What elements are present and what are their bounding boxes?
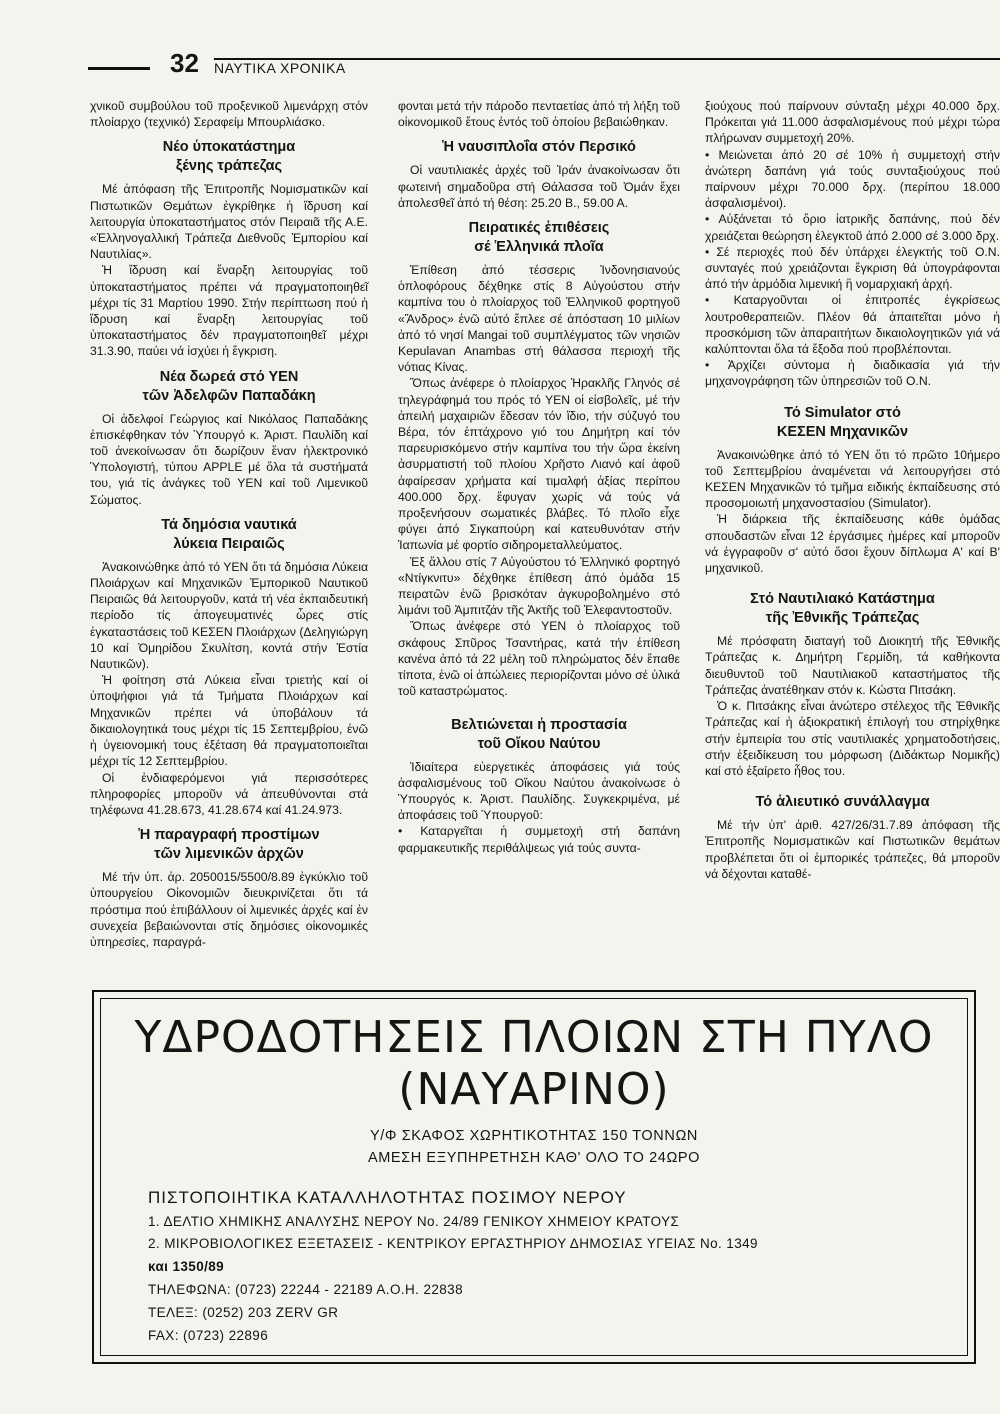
paragraph: Ἐπίθεση ἀπό τέσσερις Ἰνδονησιανούς ὁπλοφόρους δέχθηκε στίς 8 Αὐγούστου στήν καμπίνα του ὁ πλοίαρχος τοῦ Ἑλληνικοῦ φορτηγοῦ «Ἄνδρος» ἐνῶ αὐτό ἔπλεε σέ ἀπόσταση 10 μιλίων ἀπό τό νησί Mangai τοῦ συμπλέγματος τῶν νησιῶν Kepulavan Anambas στή θάλασσα περιοχή τῆς νότιας Κίνας.	[398, 263, 680, 375]
paragraph: ξιούχους πού παίρνουν σύνταξη μέχρι 40.000 δρχ. Πρόκειται γιά 11.000 ἀσφαλισμένους πού μέχρι τώρα πλήρωναν συμμετοχή 20%.	[705, 99, 1000, 146]
headline-persian-gulf: Ἡ ναυσιπλοΐα στόν Περσικό	[442, 139, 636, 156]
paragraph: Ἐξ ἄλλου στίς 7 Αὐγούστου τό Ἑλληνικό φορτηγό «Ντίγκνιτυ» δέχθηκε ἐπίθεση ἀπό ὁμάδα 15 πειρατῶν ἐνῶ βρισκόταν ἀγκυροβολημένο στό λιμάνι τοῦ Ἀμπιτζάν τῆς Ἀκτῆς τοῦ Ἐλεφαντοστοῦν.	[398, 554, 680, 618]
headline-nautical-schools: Τά δημόσια ναυτικά λύκεια Πειραιῶς	[161, 516, 297, 552]
advertisement-title: ΥΔΡΟΔΟΤΗΣΕΙΣ ΠΛΟΙΩΝ ΣΤΗ ΠΥΛΟ (ΝΑΥΑΡΙΝΟ)	[134, 1012, 934, 1115]
headline-simulator: Τό Simulator στό ΚΕΣΕΝ Μηχανικῶν	[776, 404, 909, 440]
column-3	[705, 98, 1000, 978]
advertisement-item: 1. ΔΕΛΤΙΟ ΧΗΜΙΚΗΣ ΑΝΑΛΥΣΗΣ ΝΕΡΟΥ No. 24/89 ΓΕΝΙΚΟΥ ΧΗΜΕΙΟΥ ΚΡΑΤΟΥΣ	[148, 1214, 680, 1229]
paragraph: Μέ ἀπόφαση τῆς Ἐπιτροπῆς Νομισματικῶν καί Πιστωτικῶν Θεμάτων ἐγκρίθηκε ἡ ἵδρυση καί λειτουργία ὑποκαταστήματος στόν Πειραιᾶ τῆς Α.Ε. «Ἑλληνογαλλική Τράπεζα Διεθνοῦς Ἐμπορίου καί Ναυτιλίας».	[90, 182, 368, 262]
advertisement-item: 2. ΜΙΚΡΟΒΙΟΛΟΓΙΚΕΣ ΕΞΕΤΑΣΕΙΣ - ΚΕΝΤΡΙΚΟΥ ΕΡΓΑΣΤΗΡΙΟΥ ΔΗΜΟΣΙΑΣ ΥΓΕΙΑΣ No. 1349	[148, 1236, 758, 1251]
paragraph: Οἱ ναυτιλιακές ἀρχές τοῦ Ἰράν ἀνακοίνωσαν ὅτι φωτεινή σημαδοῦρα στή Θάλασσα τοῦ Ὀμάν ἔχει ἀπολεσθεῖ ἀπό τή θέση: 25.20 Β., 59.00 Α.	[398, 163, 680, 210]
paragraph: Μέ τήν ὑπ. ἀρ. 2050015/5500/8.89 ἐγκύκλιο τοῦ ὑπουργείου Οἰκονομιῶν διευκρινίζεται ὅτι τά πρόστιμα πού ἐπιβάλλουν οἱ λιμενικές ἀρχές καί ἐν συνεχεία βεβαιώνονται στίς δημόσιες οἰκονομικές ὑπηρεσίες, παραγρά-	[90, 870, 368, 949]
headline-piracy: Πειρατικές ἐπιθέσεις σέ Ἑλληνικά πλοῖα	[468, 220, 610, 256]
advertisement-fax: FAX: (0723) 22896	[148, 1328, 269, 1343]
paragraph: Ἡ διάρκεια τῆς ἐκπαίδευσης κάθε ὁμάδας σπουδαστῶν εἶναι 12 ἐργάσιμες ἡμέρες καί μποροῦν νά ἐγγραφοῦν σ' αὐτό ὅσοι ἔχουν δίπλωμα Α' καί Β' μηχανικοῦ.	[705, 512, 1000, 576]
advertisement-item-continued: και 1350/89	[148, 1259, 225, 1274]
list-item: • Μειώνεται ἀπό 20 σέ 10% ἡ συμμετοχή στήν ἀνώτερη δαπάνη γιά τούς συνταξιούχους πού παίρνουν μέχρι 70.000 δρχ. (περίπου 18.000 ἀσφαλισμένοι).	[705, 147, 1000, 212]
advertisement-subtitle-capacity: Υ/Φ ΣΚΑΦΟΣ ΧΩΡΗΤΙΚΟΤΗΤΑΣ 150 ΤΟΝΝΩΝ	[370, 1128, 698, 1144]
column-2	[398, 98, 680, 856]
publication-name: ΝΑΥΤΙΚΑ ΧΡΟΝΙΚΑ	[214, 60, 346, 76]
list-item: • Σέ περιοχές πού δέν ὑπάρχει ἐλεγκτής τοῦ Ο.Ν. συνταγές πού χρειάζονται ἔγκριση θά ὑπογράφονται ἀπό τήν ἁρμόδια λιμενική ἢ νομαρχιακή ἀρχή.	[705, 244, 1000, 293]
paragraph: Μέ τήν ὑπ' ἀριθ. 427/26/31.7.89 ἀπόφαση τῆς Ἐπιτροπῆς Νομισματικῶν καί Πιστωτικῶν θεμάτων προβλέπεται ὅτι οἱ ἐμπορικές τράπεζες, θά μποροῦν νά δέχονται καταθέ-	[705, 818, 1000, 881]
paragraph: φονται μετά τήν πάροδο πενταετίας ἀπό τή λήξη τοῦ οἰκονομικοῦ ἔτους ἐντός τοῦ ὁποίου βεβαιώθηκαν.	[398, 99, 680, 130]
page-number: 32	[170, 48, 199, 78]
paragraph: Ἰδιαίτερα εὐεργετικές ἀποφάσεις γιά τούς ἀσφαλισμένους τοῦ Οἴκου Ναύτου ἀνακοίνωσε ὁ Ὑπουργός κ. Ἀριστ. Παυλίδης. Συγκεκριμένα, μέ ἀποφάσεις τοῦ Ὑπουργοῦ:	[398, 759, 680, 823]
paragraph: Μέ πρόσφατη διαταγή τοῦ Διοικητή τῆς Ἐθνικῆς Τράπεζας κ. Δημήτρη Γερμίδη, τά καθήκοντα διευθυντοῦ τοῦ Ναυτιλιακοῦ καταστήματος τῆς Τράπεζας ἀνατέθηκαν στόν κ. Κώστα Πιτσάκη.	[705, 634, 1000, 697]
advertisement-phone: ΤΗΛΕΦΩΝΑ: (0723) 22244 - 22189 Α.Ο.Η. 22838	[148, 1282, 463, 1297]
headline-national-bank: Στό Ναυτιλιακό Κατάστημα τῆς Ἐθνικῆς Τράπεζας	[750, 591, 935, 627]
paragraph: Οἱ ἀδελφοί Γεώργιος καί Νικόλαος Παπαδάκης ἐπισκέφθηκαν τόν Ὑπουργό κ. Ἀριστ. Παυλίδη καί τοῦ ἀνεκοίνωσαν ὅτι δωρίζουν ἕναν ἠλεκτρονικό Ὑπολογιστή, τύπου APPLE μέ ὅλα τά συστήματά του, γιά τίς ἀνάγκες τοῦ ΥΕΝ καί τοῦ Λιμενικοῦ Σώματος.	[90, 411, 368, 507]
headline-new-branch: Νέο ὑποκατάστημα ξένης τράπεζας	[162, 139, 296, 175]
header-rule-left	[88, 67, 150, 70]
paragraph: Ὅπως ἀνέφερε στό ΥΕΝ ὁ πλοίαρχος τοῦ σκάφους Σπῦρος Τσαντήρας, κατά τήν ἐπίθεση κανένα ἀπό τά 22 μέλη τοῦ πληρώματος δέν ἔπαθε τίποτα, ἐνῶ οἱ ἀπώλειες περιορίζονται μόνο σέ ὑλικά τοῦ καταστρώματος.	[398, 619, 680, 699]
headline-seamen-house: Βελτιώνεται ἡ προστασία τοῦ Οἴκου Ναύτου	[451, 716, 627, 752]
column-1	[90, 98, 368, 950]
paragraph: χνικοῦ συμβούλου τοῦ προξενικοῦ λιμενάρχη στόν πλοίαρχο (τεχνικό) Σεραφείμ Μπουρλιάσκο.	[90, 99, 368, 130]
advertisement-subtitle-service: ΑΜΕΣΗ ΕΞΥΠΗΡΕΤΗΣΗ ΚΑΘ' ΟΛΟ ΤΟ 24ΩΡΟ	[367, 1150, 701, 1166]
paragraph: Ἀνακοινώθηκε ἀπό τό ΥΕΝ ὅτι τό πρῶτο 10ήμερο τοῦ Σεπτεμβρίου ἀναμένεται νά λειτουργήσει στό ΚΕΣΕΝ Μηχανικῶν τό τμῆμα ειδικής ἐκπαίδευσης στό προσομοιωτή μηχανοστασίου (Simulator).	[705, 447, 1000, 511]
advertisement-cert-heading: ΠΙΣΤΟΠΟΙΗΤΙΚΑ ΚΑΤΑΛΛΗΛΟΤΗΤΑΣ ΠΟΣΙΜΟΥ ΝΕΡΟΥ	[148, 1188, 627, 1207]
advertisement-box	[92, 990, 976, 1364]
list-item: • Αὐξάνεται τό ὅριο ἰατρικῆς δαπάνης, πού δέν χρειάζεται θεώρηση ἐλεγκτοῦ ἀπό 2.000 σέ 3.000 δρχ.	[705, 211, 1000, 243]
headline-fishing-currency: Τό ἁλιευτικό συνάλλαγμα	[755, 794, 930, 811]
list-item: • Καταργεῖται ἡ συμμετοχή στή δαπάνη φαρμακευτικῆς περιθάλψεως γιά τούς συντα-	[398, 823, 680, 855]
headline-donation: Νέα δωρεά στό ΥΕΝ τῶν Ἀδελφῶν Παπαδάκη	[142, 368, 316, 404]
list-item: • Καταργοῦνται οἱ ἐπιτροπές ἐγκρίσεως λουτροθεραπειῶν. Πλέον θά ἀπαιτεῖται μόνο ἡ προσκόμιση τῶν ἀπαραιτήτων δικαιολογητικῶν γιά νά καλύπτονται ὅλα τά ἔξοδα πού προβλέπονται.	[705, 292, 1000, 357]
headline-fines: Ἡ παραγραφή προστίμων τῶν λιμενικῶν ἀρχῶν	[138, 827, 320, 863]
list-item: • Ἀρχίζει σύντομα ἡ διαδικασία γιά τήν μηχανογράφηση τῶν ὑπηρεσιῶν τοῦ Ο.Ν.	[705, 357, 1000, 389]
advertisement-telex: ΤΕΛΕΞ: (0252) 203 ZERV GR	[148, 1305, 339, 1320]
paragraph: Ἡ ἵδρυση καί ἔναρξη λειτουργίας τοῦ ὑποκαταστήματος πρέπει νά πραγματοποιηθεῖ μέχρι τίς 31 Μαρτίου 1990. Στήν περίπτωση πού ἡ ἵδρυση καί ἔναρξη λειτουργίας τοῦ ὑποκαταστήματος δέν πραγματοποιηθεῖ μέχρι 31.3.90, παύει νά ἰσχύει ἡ ἔγκριση.	[90, 263, 368, 359]
paragraph: Ἀνακοινώθηκε ἀπό τό ΥΕΝ ὅτι τά δημόσια Λύκεια Πλοιάρχων καί Μηχανικῶν Ἐμπορικοῦ Ναυτικοῦ Πειραιῶς θά λειτουργοῦν, κατά τή νέα ἐκπαιδευτική περίοδο τίς ἀπογευματινές ὧρες στίς ἐγκαταστάσεις τοῦ ΚΕΣΕΝ Πλοιάρχων (Δεληγιώργη 10 καί Ὀμηρίδου Σκυλίτση, κοντά στήν Ἑστία Ναυτικῶν).	[90, 559, 368, 672]
paragraph: Ὅπως ἀνέφερε ὁ πλοίαρχος Ἡρακλῆς Γληνός σέ τηλεγράφημά του πρός τό ΥΕΝ οἱ εἰσβολεῖς, μέ τήν ἀπειλή μαχαιριῶν ἔδεσαν τόν ἴδιο, τήν σύζυγό του Βέρα, τόν ἐπτάχρονο γιό του Δημήτρη καί τόν παρευρισκόμενο στήν καμπίνα του τήν ὥρα ἐκείνη ἀσυρματιστή τοῦ πλοίου Χρῆστο Λιανό καί ἀφοῦ ἀφαίρεσαν χρήματα καί τιμαλφή ἀξίας περίπου 400.000 δρχ. ἔφυγαν χωρίς νά τούς νά προξενήσουν σωματικές βλάβες. Τό πλοῖο εἶχε φύγει ἀπό Σιγκαπούρη καί κατευθυνόταν στήν Ἰαπωνία μέ φορτίο σιδηρομεταλλεύματος.	[398, 376, 680, 553]
paragraph: Οἱ ἐνδιαφερόμενοι γιά περισσότερες πληροφορίες μποροῦν νά ἀπευθύνονται στά τηλέφωνα 41.28.673, 41.28.674 καί 41.24.973.	[90, 770, 368, 817]
paragraph: Ὁ κ. Πιτσάκης εἶναι ἀνώτερο στέλεχος τῆς Ἐθνικῆς Τράπεζας καί ἡ ἀξιοκρατική ἐπιλογή του στηρίχθηκε στήν ἐμπειρία του στίς ναυτιλιακές χρηματοδοτήσεις, στήν ἐξειδίκευση του μόρφωση (Διδάκτωρ Νομικῆς) καί στό ἐξαίρετο ἦθος του.	[705, 699, 1000, 778]
paragraph: Ἡ φοίτηση στά Λύκεια εἶναι τριετής καί οἱ ὑποψήφιοι γιά τά Τμήματα Πλοιάρχων καί Μηχανικῶν πρέπει νά ὑποβάλουν τά δικαιολογητικά τους μέχρι τίς 15 Σεπτεμβρίου, ἐνῶ ἡ ὑγειονομική τους ἐξέταση θά πραγματοποιεῖται μέχρι τίς 12 Σεπτεμβρίου.	[90, 673, 368, 769]
